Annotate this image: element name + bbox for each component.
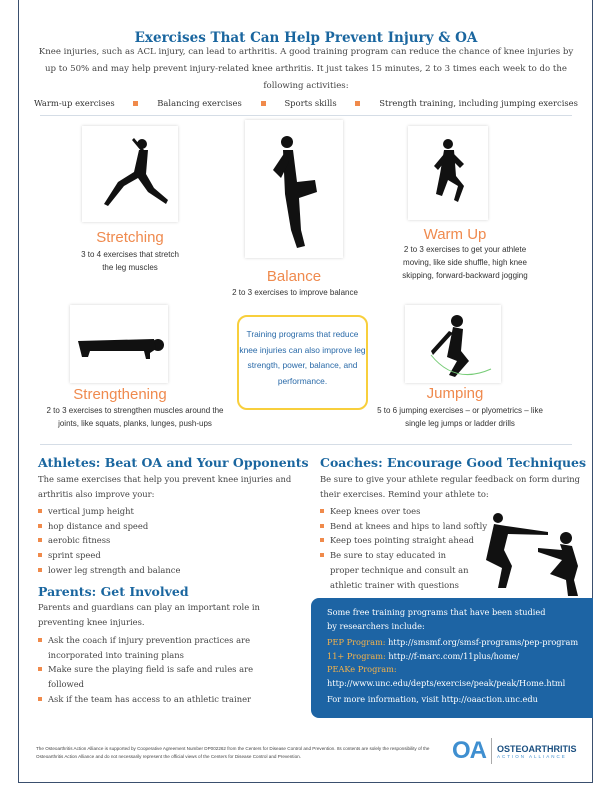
pep-link[interactable]: http://smsmf.org/smsf-programs/pep-program bbox=[388, 637, 579, 647]
list-item: Bend at knees and hips to land softly bbox=[320, 519, 475, 534]
page-title: Exercises That Can Help Prevent Injury & OA bbox=[134, 30, 478, 46]
divider bbox=[40, 444, 572, 445]
coaches-heading: Coaches: Encourage Good Techniques bbox=[320, 455, 587, 470]
logo-sub: ACTION ALLIANCE bbox=[497, 753, 567, 759]
more-info-link[interactable]: For more information, visit http://oaaction.unc.edu bbox=[327, 694, 538, 704]
strengthening-desc: 2 to 3 exercises to strengthen muscles around the joints, like squats, planks, lunges, push-ups bbox=[46, 406, 224, 428]
activity: Warm-up exercises bbox=[34, 98, 115, 108]
coaches-text: Be sure to give your athlete regular feedback on form during their exercises. Remind your athlete to: bbox=[320, 474, 580, 499]
divider bbox=[40, 115, 572, 116]
peak-link[interactable]: http://www.unc.edu/depts/exercise/peak/peak/Home.html bbox=[327, 677, 566, 688]
bullet-icon bbox=[355, 101, 360, 106]
jumping-desc: 5 to 6 jumping exercises – or plyometrics – like single leg jumps or ladder drills bbox=[377, 406, 543, 428]
coaches-list bbox=[320, 504, 488, 592]
p11-link[interactable]: http://f-marc.com/11plus/home/ bbox=[388, 650, 520, 661]
warmup-desc: 2 to 3 exercises to get your athlete moving, like side shuffle, high knee skipping, forward-backward jogging bbox=[402, 245, 528, 280]
athletes-list bbox=[38, 504, 298, 578]
strengthening-label: Strengthening bbox=[73, 386, 167, 403]
list-item: Be sure to stay educated in proper technique and consult an athletic trainer with questions bbox=[320, 548, 475, 592]
list-item: vertical jump height bbox=[38, 504, 298, 519]
list-item: Make sure the playing field is safe and rules are followed bbox=[38, 662, 263, 691]
list-item: sprint speed bbox=[38, 548, 298, 563]
pep-label: PEP Program: bbox=[327, 637, 386, 647]
activity: Strength training, including jumping exercises bbox=[379, 98, 578, 108]
squat-silhouette-image bbox=[478, 510, 588, 600]
list-item: hop distance and speed bbox=[38, 519, 298, 534]
p11-label: 11+ Program: bbox=[327, 650, 386, 661]
logo-mark: OA bbox=[452, 737, 486, 764]
programs-intro: Some free training programs that have been studied by researchers include: bbox=[327, 607, 546, 631]
parents-list bbox=[38, 633, 263, 707]
footer-text: The Osteoarthritis Action Alliance is supported by Cooperative Agreement Number DP002262 from the Centers for Disease Control and Prevention. Its contents are solely the responsibility of the Osteoarthritis Action Alliance and do not necessarily represent the official views of the Centers for Disease Control and Prevention. bbox=[36, 746, 430, 759]
list-item: Keep knees over toes bbox=[320, 504, 475, 519]
list-item: lower leg strength and balance bbox=[38, 563, 298, 578]
bullet-icon bbox=[261, 101, 266, 106]
balance-desc: 2 to 3 exercises to improve balance bbox=[232, 288, 358, 297]
activities-row bbox=[34, 98, 578, 108]
athletes-heading: Athletes: Beat OA and Your Opponents bbox=[38, 455, 309, 470]
logo-name: OSTEOARTHRITIS bbox=[497, 743, 577, 754]
intro-text: Knee injuries, such as ACL injury, can lead to arthritis. A good training program can reduce the chance of knee injuries by up to 50% and may help prevent injury-related knee arthritis. It just takes 15 minutes, 2 to 3 times each week to do the following activities: bbox=[38, 47, 574, 91]
balance-image bbox=[245, 120, 343, 258]
programs-box bbox=[311, 598, 593, 718]
parents-text: Parents and guardians can play an important role in preventing knee injuries. bbox=[38, 602, 260, 627]
activity: Balancing exercises bbox=[157, 98, 242, 108]
jumping-label: Jumping bbox=[426, 385, 484, 402]
parents-heading: Parents: Get Involved bbox=[38, 584, 189, 599]
bullet-icon bbox=[133, 101, 138, 106]
activity: Sports skills bbox=[284, 98, 337, 108]
list-item: Ask the coach if injury prevention practices are incorporated into training plans bbox=[38, 633, 263, 662]
list-item: aerobic fitness bbox=[38, 533, 298, 548]
list-item: Ask if the team has access to an athletic trainer bbox=[38, 692, 263, 707]
callout-box: Training programs that reduce knee injuries can also improve leg strength, power, balance, and performance. bbox=[237, 315, 368, 410]
balance-label: Balance bbox=[266, 268, 322, 285]
strengthening-image bbox=[70, 305, 168, 383]
stretching-desc: 3 to 4 exercises that stretch the leg muscles bbox=[81, 250, 179, 272]
peak-label: PEAKe Program: bbox=[327, 664, 397, 674]
logo-divider bbox=[491, 738, 492, 764]
stretching-label: Stretching bbox=[96, 229, 164, 246]
jumping-image bbox=[405, 305, 501, 383]
oa-logo bbox=[452, 738, 582, 764]
athletes-text: The same exercises that help you prevent knee injuries and arthritis also improve your: bbox=[38, 474, 292, 499]
stretching-image bbox=[82, 126, 178, 222]
warmup-label: Warm Up bbox=[423, 226, 487, 243]
list-item: Keep toes pointing straight ahead bbox=[320, 533, 475, 548]
warmup-image bbox=[408, 126, 488, 220]
